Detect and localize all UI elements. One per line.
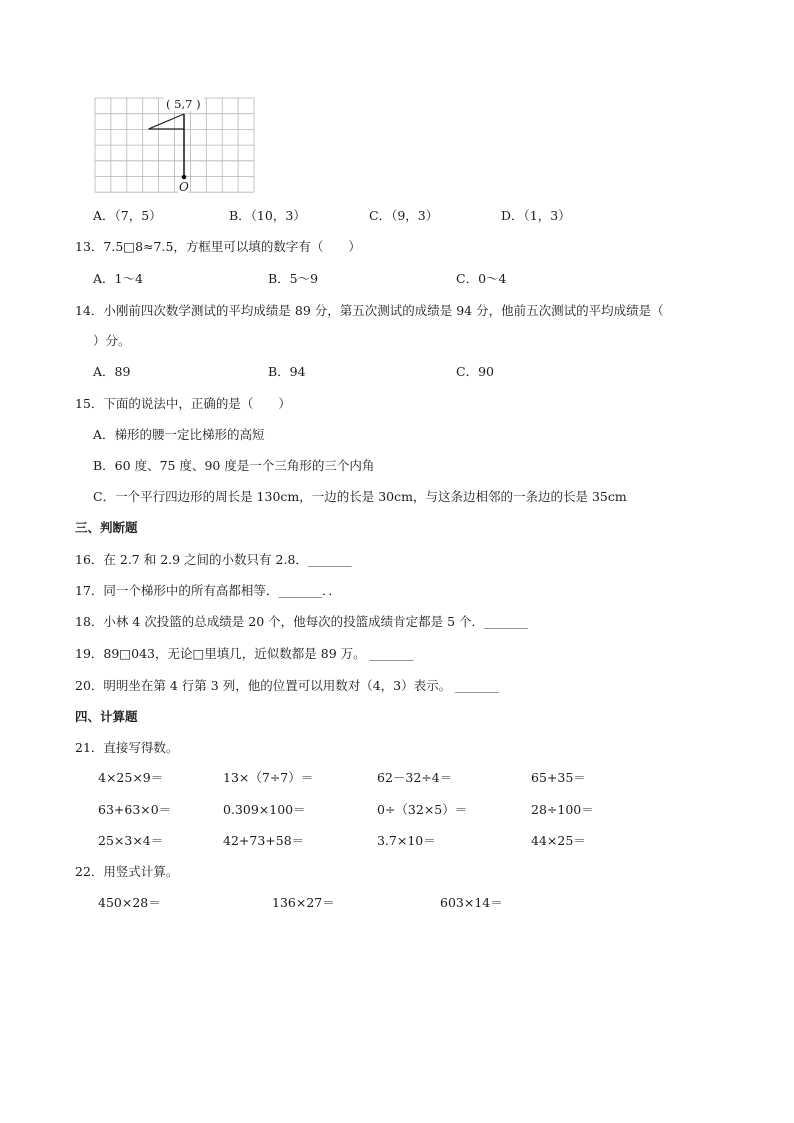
- flag-slant-line: [149, 114, 185, 129]
- q14-stem-line1: 14．小刚前四次数学测试的平均成绩是 89 分，第五次测试的成绩是 94 分，他前五次测试的平均成绩是（: [75, 303, 664, 318]
- q14-option-a: A．89: [93, 364, 131, 379]
- calc-item: 65+35＝: [531, 770, 586, 785]
- q14-option-b: B．94: [268, 364, 306, 379]
- calc-item: 0÷（32×5）＝: [377, 802, 468, 817]
- vertical-calc-item: 136×27＝: [272, 895, 335, 910]
- vertical-calc-item: 603×14＝: [440, 895, 503, 910]
- q13-option-a: A．1～4: [93, 271, 143, 286]
- point-label: ( 5,7 ): [166, 97, 201, 111]
- calc-item: 4×25×9＝: [98, 770, 164, 785]
- judgment-20: 20．明明坐在第 4 行第 3 列，他的位置可以用数对（4，3）表示。 _______: [75, 678, 499, 693]
- calc-item: 0.309×100＝: [223, 802, 306, 817]
- judgment-17: 17．同一个梯形中的所有高都相等．_______．．: [75, 583, 341, 598]
- section-4-title: 四、计算题: [75, 709, 138, 724]
- calc-item: 28÷100＝: [531, 802, 594, 817]
- calc-item: 44×25＝: [531, 833, 586, 848]
- origin-dot: [182, 175, 187, 180]
- judgment-16: 16．在 2.7 和 2.9 之间的小数只有 2.8．_______: [75, 552, 352, 567]
- origin-label: O: [179, 180, 189, 194]
- q15-stem: 15．下面的说法中，正确的是（ ）: [75, 396, 291, 411]
- vertical-calc-item: 450×28＝: [98, 895, 161, 910]
- q12-option-a: A．（7，5）: [93, 208, 162, 223]
- q12-option-c: C．（9，3）: [369, 208, 439, 223]
- q15-option-a: A．梯形的腰一定比梯形的高短: [93, 427, 265, 442]
- q21-stem: 21．直接写得数。: [75, 740, 179, 755]
- calc-item: 25×3×4＝: [98, 833, 164, 848]
- q13-option-c: C．0～4: [456, 271, 507, 286]
- q14-stem-line2: ）分。: [93, 333, 131, 348]
- judgment-18: 18．小林 4 次投篮的总成绩是 20 个，他每次的投篮成绩肯定都是 5 个．_______: [75, 614, 528, 629]
- calc-item: 42+73+58＝: [223, 833, 305, 848]
- calc-item: 62－32÷4＝: [377, 770, 453, 785]
- q13-stem: 13．7.5□8≈7.5，方框里可以填的数字有（ ）: [75, 239, 361, 254]
- calc-item: 13×（7÷7）＝: [223, 770, 314, 785]
- q12-option-d: D．（1，3）: [501, 208, 571, 223]
- coordinate-grid-figure: [90, 94, 260, 198]
- calc-item: 3.7×10＝: [377, 833, 436, 848]
- judgment-19: 19．89□043，无论□里填几，近似数都是 89 万。 _______: [75, 646, 414, 661]
- section-3-title: 三、判断题: [75, 520, 138, 535]
- q14-option-c: C．90: [456, 364, 494, 379]
- q12-option-b: B．（10，3）: [229, 208, 306, 223]
- q13-option-b: B．5～9: [268, 271, 319, 286]
- q15-option-b: B．60 度、75 度、90 度是一个三角形的三个内角: [93, 458, 375, 473]
- calc-item: 63+63×0＝: [98, 802, 172, 817]
- q22-stem: 22．用竖式计算。: [75, 864, 179, 879]
- grid-lines: [95, 98, 254, 192]
- q15-option-c: C．一个平行四边形的周长是 130cm，一边的长是 30cm，与这条边相邻的一条边的长是 35cm: [93, 489, 627, 504]
